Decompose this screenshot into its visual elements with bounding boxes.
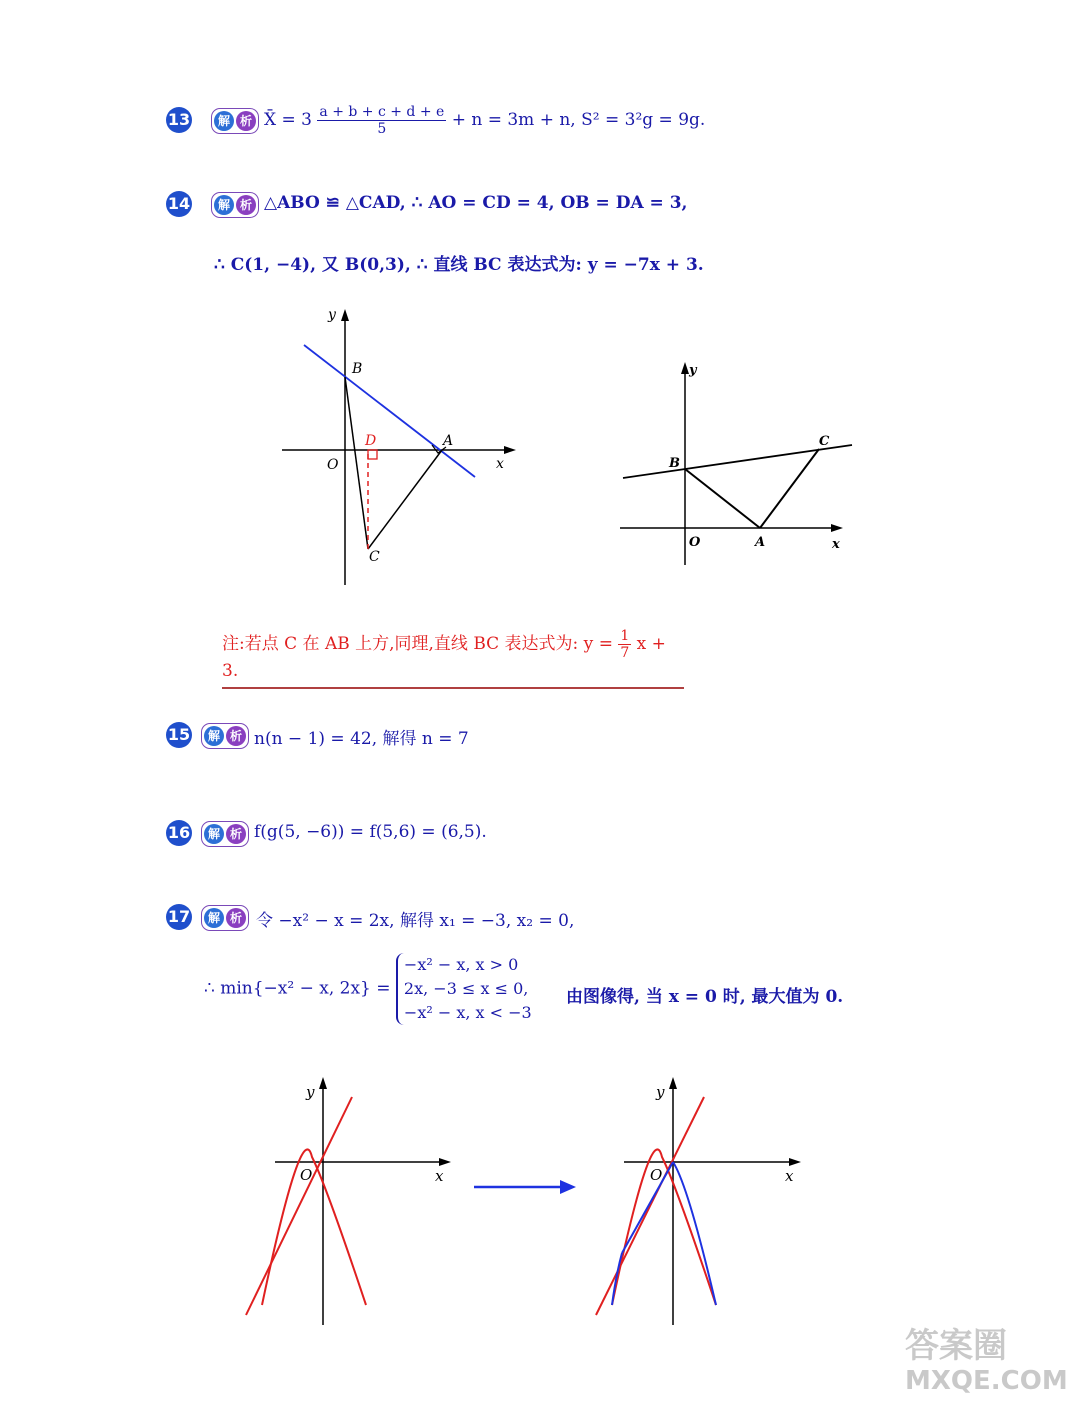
fig1-label-A: A: [443, 433, 454, 449]
q14-note-den: 7: [620, 645, 630, 661]
fig1-label-D: D: [365, 433, 377, 449]
q13-frac-den: 5: [377, 121, 387, 137]
q14-line1: △ABO ≌ △CAD, ∴ AO = CD = 4, OB = DA = 3,: [264, 193, 688, 213]
solution-tag: [201, 905, 249, 931]
q17-fig-right-O: O: [650, 1166, 663, 1184]
q13-fraction: [317, 104, 446, 137]
solution-tag: [201, 723, 249, 749]
watermark-logo-bottom: MXQE.COM: [905, 1366, 1068, 1396]
solution-tag: [211, 108, 259, 134]
q17-fig-right-x: x: [785, 1167, 794, 1185]
q17-case1: −x² − x, x > 0: [403, 955, 519, 974]
q13-formula: [264, 104, 705, 137]
q14-note-fraction: [618, 628, 631, 661]
tag-char-jie: 解: [214, 111, 234, 131]
q17-piecewise: [204, 953, 532, 1025]
tag-char-xi: 析: [236, 111, 256, 131]
q17-case2: 2x, −3 ≤ x ≤ 0,: [403, 979, 529, 998]
q15-text: n(n − 1) = 42, 解得 n = 7: [254, 729, 469, 749]
q13-post: + n = 3m + n, S² = 3²g = 9g.: [451, 110, 706, 130]
q14-note: [222, 628, 684, 689]
question-number-14: 14: [166, 191, 192, 217]
q17-conclusion: 由图像得, 当 x = 0 时, 最大值为 0.: [566, 987, 844, 1007]
fig2-label-O: O: [689, 535, 701, 550]
fig2-label-A: A: [755, 535, 766, 550]
tag-char-jie: 解: [204, 726, 224, 746]
q13-frac-num: a + b + c + d + e: [319, 104, 445, 120]
tag-char-jie: 解: [204, 824, 224, 844]
q13-pre: X̄ = 3: [264, 110, 312, 130]
q17-line1: 令 −x² − x = 2x, 解得 x₁ = −3, x₂ = 0,: [256, 911, 575, 931]
fig2-label-C: C: [819, 434, 830, 449]
fig2-label-x: x: [832, 537, 840, 552]
fig1-label-O: O: [327, 457, 339, 473]
tag-char-xi: 析: [226, 824, 246, 844]
q17-fig-left-x: x: [435, 1167, 444, 1185]
solution-tag: [201, 821, 249, 847]
watermark-logo-top: 答案圈: [905, 1326, 1007, 1366]
q17-fig-left-O: O: [300, 1166, 313, 1184]
q17-pre: ∴ min{−x² − x, 2x} =: [204, 978, 391, 999]
q16-text: f(g(5, −6)) = f(5,6) = (6,5).: [254, 822, 487, 842]
q17-figure-right: [592, 1075, 812, 1335]
arrow-icon: [472, 1177, 582, 1197]
q17-cases: [396, 953, 532, 1025]
q14-line2: ∴ C(1, −4), 又 B(0,3), ∴ 直线 BC 表达式为: y = −7x + 3.: [214, 255, 704, 275]
fig2-label-B: B: [669, 456, 680, 471]
q14-note-post: x + 3.: [222, 634, 666, 681]
question-number-13: 13: [166, 107, 192, 133]
q17-fig-left-y: y: [306, 1083, 315, 1101]
q17-figure-left: [240, 1075, 460, 1335]
q17-case3: −x² − x, x < −3: [403, 1003, 532, 1022]
solution-tag: [211, 192, 259, 218]
q14-note-num: 1: [620, 628, 630, 644]
tag-char-jie: 解: [214, 195, 234, 215]
fig1-label-x: x: [496, 456, 504, 472]
fig1-label-y: y: [328, 307, 336, 323]
q14-figure-left: [270, 305, 530, 595]
question-number-15: 15: [166, 722, 192, 748]
fig2-label-y: y: [689, 363, 697, 378]
q17-fig-right-y: y: [656, 1083, 665, 1101]
question-number-16: 16: [166, 820, 192, 846]
tag-char-xi: 析: [236, 195, 256, 215]
question-number-17: 17: [166, 904, 192, 930]
fig1-label-B: B: [352, 361, 363, 377]
q14-note-pre: 注:若点 C 在 AB 上方,同理,直线 BC 表达式为: y =: [222, 634, 619, 654]
fig1-label-C: C: [369, 549, 380, 565]
q14-figure-right: [615, 360, 865, 570]
tag-char-jie: 解: [204, 908, 224, 928]
tag-char-xi: 析: [226, 908, 246, 928]
tag-char-xi: 析: [226, 726, 246, 746]
